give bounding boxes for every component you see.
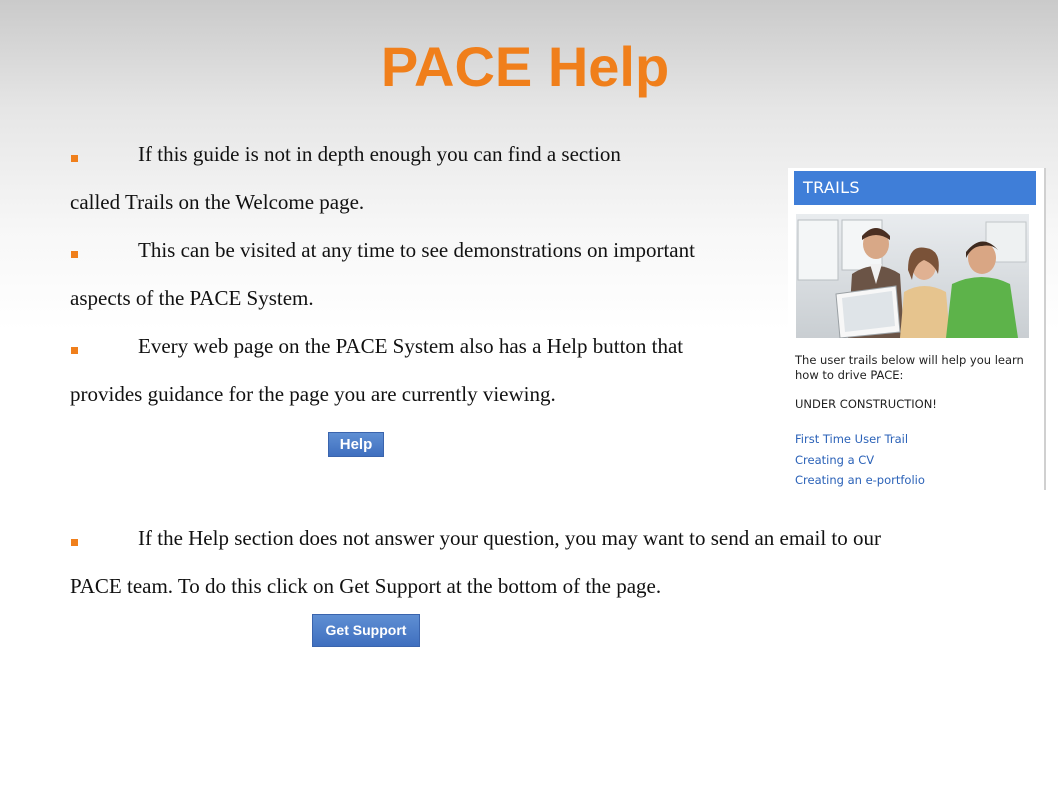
people-at-laptop-illustration bbox=[796, 214, 1029, 338]
trails-description: The user trails below will help you learn how to drive PACE: bbox=[795, 353, 1024, 382]
bullet-text-line: provides guidance for the page you are currently viewing. bbox=[70, 382, 556, 406]
bullet-text-line: Every web page on the PACE System also has a Help button that bbox=[138, 334, 684, 358]
bullet-marker bbox=[71, 155, 78, 162]
trails-header: TRAILS bbox=[794, 171, 1036, 205]
trails-photo bbox=[796, 214, 1029, 338]
bullet-text-line: This can be visited at any time to see demonstrations on important bbox=[138, 238, 695, 262]
trails-status: UNDER CONSTRUCTION! bbox=[795, 397, 937, 411]
bullet-marker bbox=[71, 347, 78, 354]
bullet-text-line: If this guide is not in depth enough you can find a section bbox=[138, 142, 621, 166]
bullet-text-line: If the Help section does not answer your question, you may want to send an email to our bbox=[138, 526, 881, 550]
trails-panel bbox=[788, 168, 1046, 490]
bullet-marker bbox=[71, 251, 78, 258]
trail-link-creating-eportfolio[interactable]: Creating an e-portfolio bbox=[795, 473, 925, 487]
trail-link-creating-cv[interactable]: Creating a CV bbox=[795, 453, 875, 467]
bullet-marker bbox=[71, 539, 78, 546]
slide-title: PACE Help bbox=[380, 35, 670, 98]
bullet-text-line: called Trails on the Welcome page. bbox=[70, 190, 365, 214]
trail-link-first-time-user[interactable]: First Time User Trail bbox=[795, 432, 909, 446]
help-button[interactable]: Help bbox=[328, 432, 384, 457]
bullet-text-line: aspects of the PACE System. bbox=[70, 286, 314, 310]
bullet-text-line: PACE team. To do this click on Get Support at the bottom of the page. bbox=[70, 574, 662, 598]
get-support-button[interactable]: Get Support bbox=[312, 614, 420, 647]
